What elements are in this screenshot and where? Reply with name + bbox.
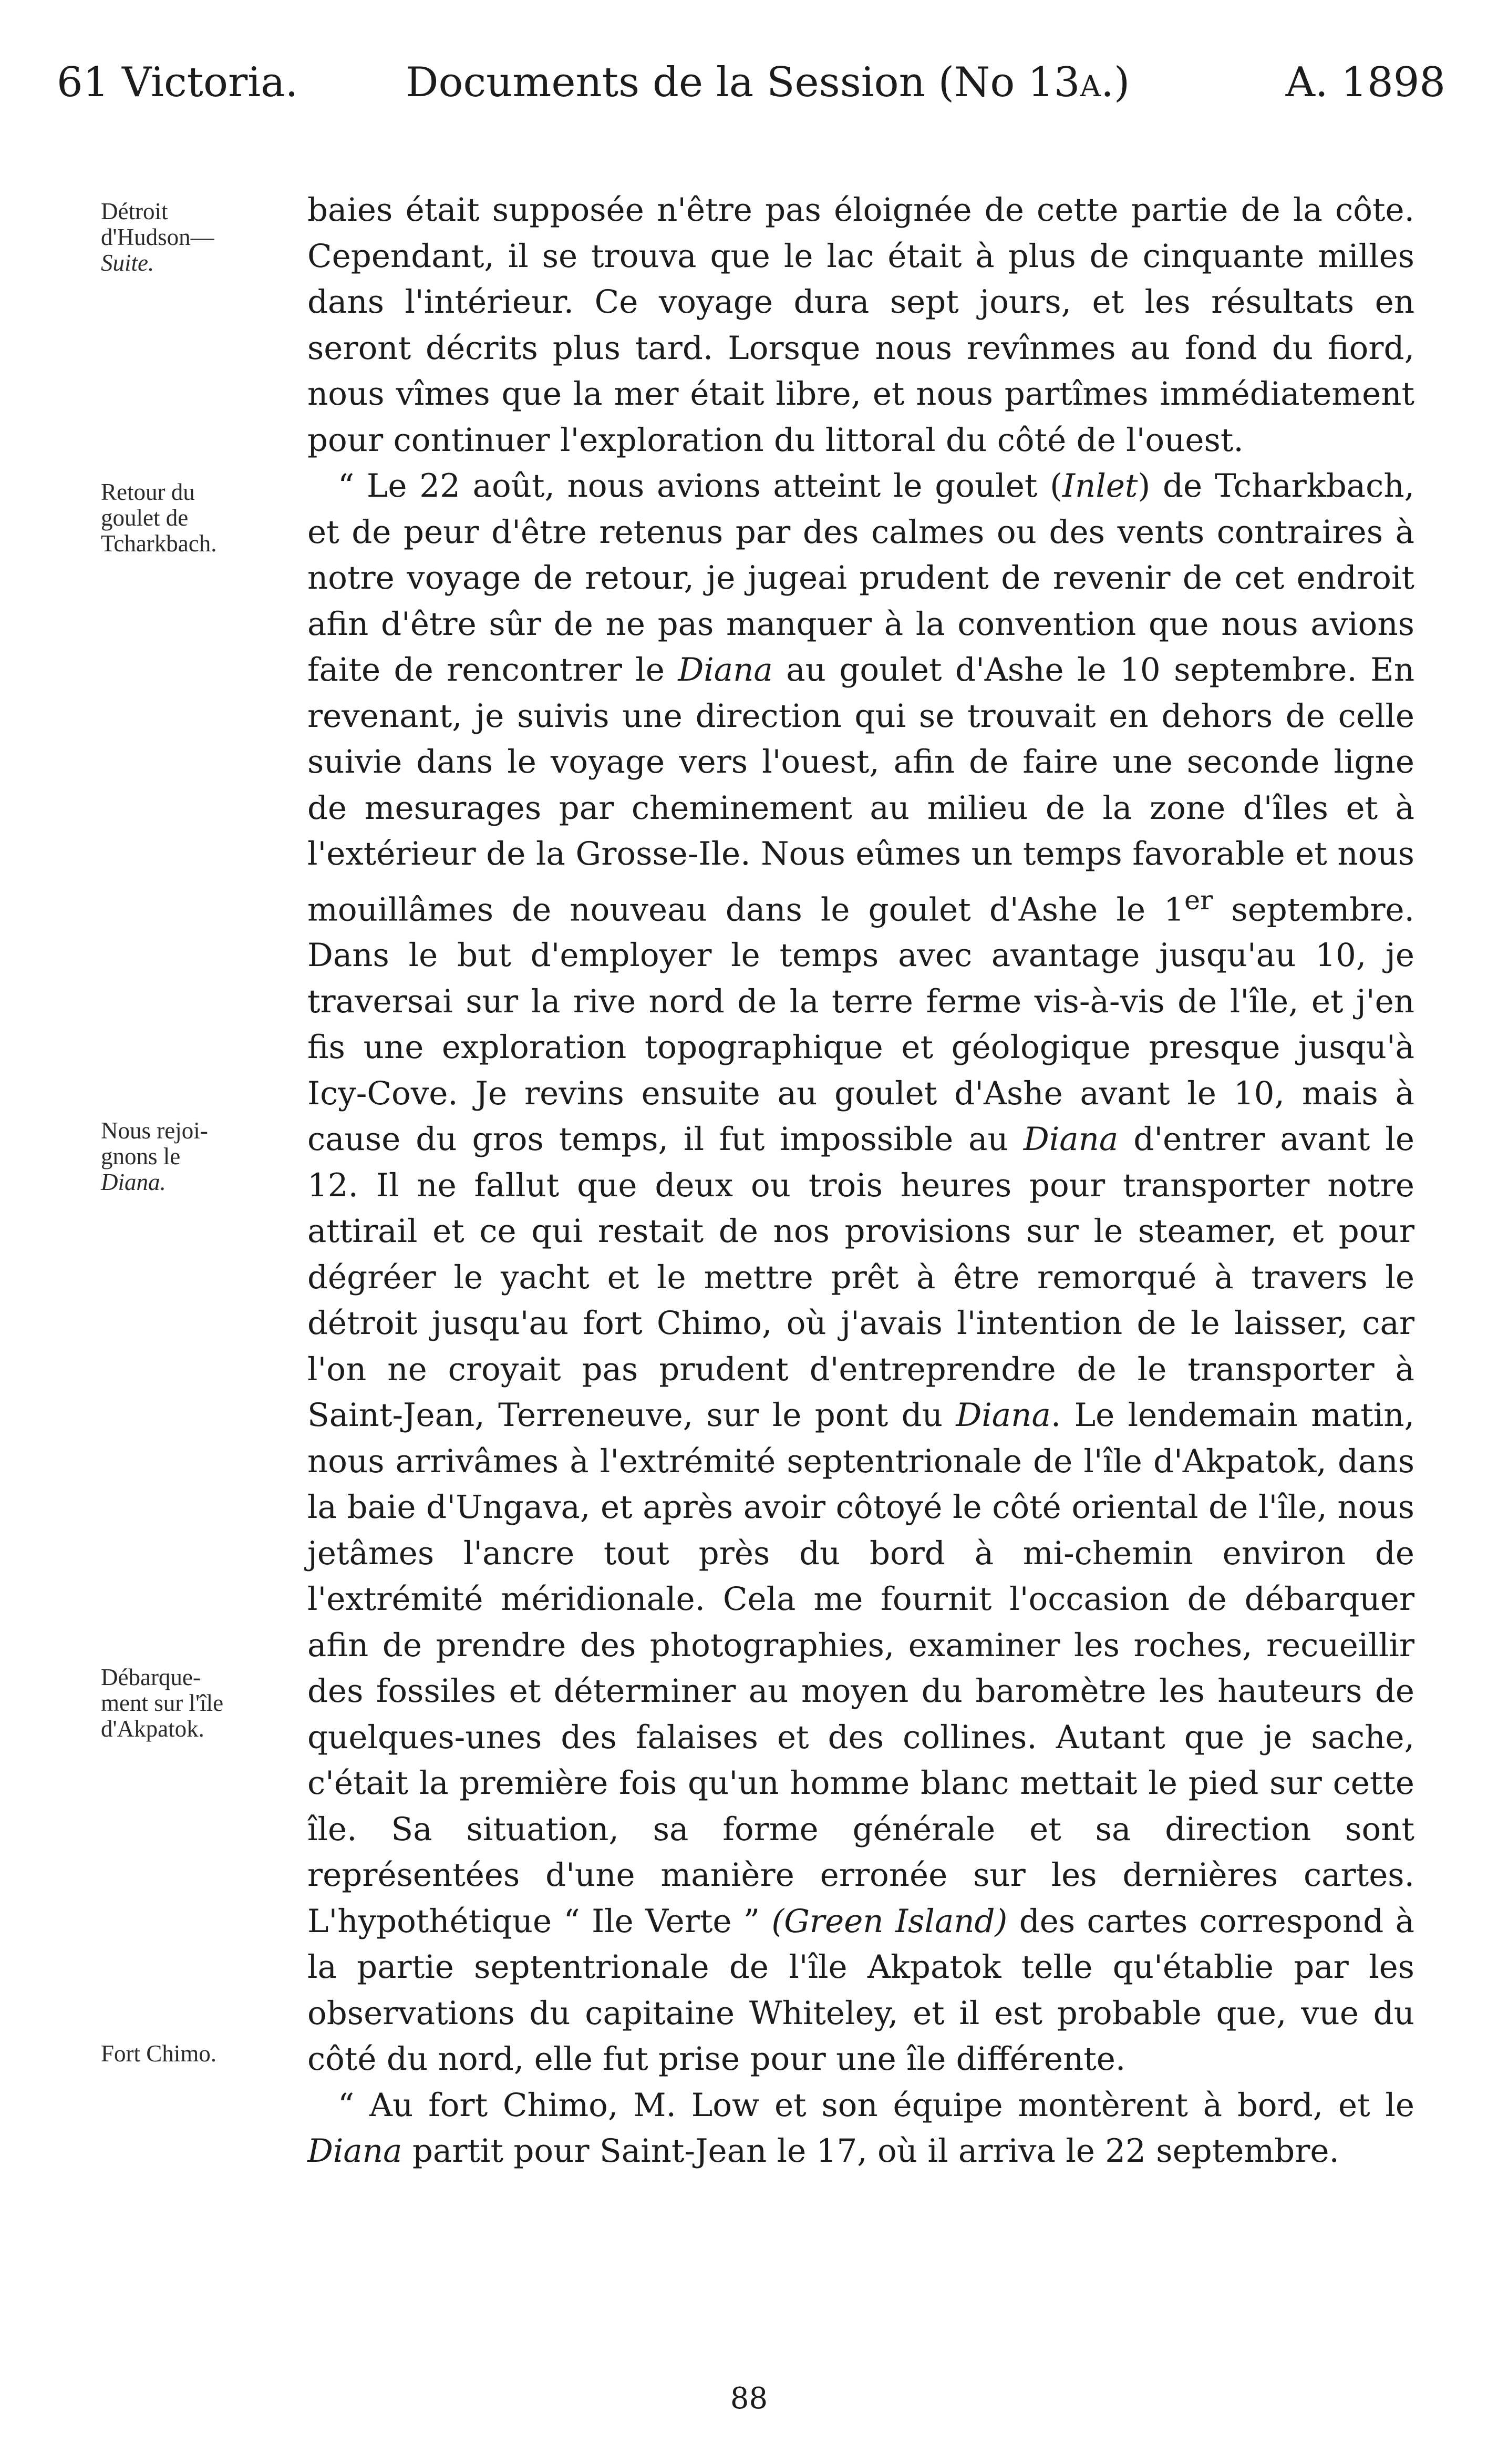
text-segment: “ Au fort Chimo, M. Low et son équipe montèrent à bord, et le: [338, 2086, 1414, 2124]
header-title-smallcaps: a: [1080, 59, 1101, 106]
margin-note-fort-chimo: [101, 2041, 285, 2067]
text-segment: des cartes correspond à la partie septentrionale de l'île Akpatok telle qu'établie par les observations du capitaine Whiteley, et il est probable que, vue du côté du nord, elle fut prise pour une île différente.: [307, 1902, 1414, 2078]
header-document-title: [406, 59, 1130, 106]
margin-note-line: Détroit: [101, 198, 168, 224]
paragraph-2: [307, 463, 1414, 2082]
text-segment: . Le lendemain matin, nous arrivâmes à l'extrémité septentrionale de l'île d'Akpatok, dans la baie d'Ungava, et après avoir côtoyé le côté oriental de l'île, nous jetâmes l'ancre tout près du bord à mi-chemin environ de l'extrémité méridionale. Cela me fournit l'occasion de débarquer afin de prendre des photographies, examiner les roches, recueillir des fossiles et déterminer au moyen du baromètre les hauteurs de quelques-unes des falaises et des collines. Autant que je sache, c'était la première fois qu'un homme blanc mettait le pied sur cette île. Sa situation, sa forme générale et sa direction sont représentées d'une manière erronée sur les dernières cartes. L'hypothétique “ Ile Verte ”: [307, 1397, 1414, 1940]
paragraph-1: [307, 187, 1414, 463]
margin-note-line: ment sur l'île: [101, 1690, 224, 1716]
header-year: A. 1898: [1285, 59, 1445, 106]
margin-note-line: Retour du: [101, 479, 195, 505]
text-segment-italic: Diana: [1023, 1121, 1119, 1158]
margin-note-line: Tcharkbach.: [101, 530, 217, 557]
margin-note-rejoignons-diana: [101, 1118, 285, 1195]
margin-note-line: d'Hudson—: [101, 224, 214, 250]
text-segment: septembre. Dans le but d'employer le temps avec avantage jusqu'au 10, je traversai sur la rive nord de la terre ferme vis-à-vis de l'île, et j'en fis une exploration topographique et géologique presque jusqu'à Icy-Cove. Je revins ensuite au goulet d'Ashe avant le 10, mais à cause du gros temps, il fut impossible au: [307, 890, 1414, 1158]
text-segment: ) de Tcharkbach, et de peur d'être retenus par des calmes ou des vents contraires à notre voyage de retour, je jugeai prudent de revenir de cet endroit afin d'être sûr de ne pas manquer à la convention que nous avions faite de rencontrer le: [307, 467, 1415, 689]
margin-note-retour-tcharkbach: [101, 479, 285, 557]
margin-note-debarquement-akpatok: [101, 1665, 285, 1742]
margin-note-detroit-hudson: [101, 199, 285, 276]
text-segment-italic: Inlet: [1062, 467, 1138, 505]
text-segment-italic: Diana: [956, 1397, 1051, 1434]
margin-note-line: Fort Chimo.: [101, 2040, 217, 2067]
text-segment: d'entrer avant le 12. Il ne fallut que deux ou trois heures pour transporter notre attirail et ce qui restait de nos provisions sur le steamer, et pour dégréer le yacht et le mettre prêt à être remorqué à travers le détroit jusqu'au fort Chimo, où j'avais l'intention de le laisser, car l'on ne croyait pas prudent d'entreprendre de le transporter à Saint-Jean, Terreneuve, sur le pont du: [307, 1121, 1414, 1434]
text-segment-italic: Diana: [678, 651, 773, 689]
header-session-year: 61 Victoria.: [57, 59, 298, 106]
margin-note-line: goulet de: [101, 505, 189, 531]
page-number: 88: [730, 2381, 768, 2416]
header-title-prefix: Documents de la Session (No 13: [406, 59, 1080, 106]
margin-note-line: Diana.: [101, 1169, 166, 1195]
margin-note-line: Débarque-: [101, 1664, 201, 1690]
text-segment: baies était supposée n'être pas éloignée de cette partie de la côte. Cependant, il se trouva que le lac était à plus de cinquante milles dans l'intérieur. Ce voyage dura sept jours, et les résultats en seront décrits plus tard. Lorsque nous revînmes au fond du fiord, nous vîmes que la mer était libre, et nous partîmes immédiatement pour continuer l'exploration du littoral du côté de l'ouest.: [307, 191, 1414, 459]
text-segment: au goulet d'Ashe le 10 septembre. En revenant, je suivis une direction qui se trouvait en dehors de celle suivie dans le voyage vers l'ouest, afin de faire une seconde ligne de mesurages par cheminement au milieu de la zone d'îles et à l'extérieur de la Grosse-Ile. Nous eûmes un temps favorable et nous mouillâmes de nouveau dans le goulet d'Ashe le 1: [307, 651, 1415, 928]
body-text: [307, 187, 1414, 2174]
margin-note-line: d'Akpatok.: [101, 1716, 204, 1742]
margin-note-line: Suite.: [101, 250, 154, 276]
margin-note-line: gnons le: [101, 1143, 181, 1169]
text-segment-italic: Diana: [307, 2132, 402, 2170]
header-title-suffix: .): [1101, 59, 1130, 106]
text-segment: partit pour Saint-Jean le 17, où il arriva le 22 septembre.: [402, 2132, 1339, 2170]
text-segment-italic: (Green Island): [771, 1902, 1008, 1940]
paragraph-3: [307, 2082, 1414, 2174]
margin-note-line: Nous rejoi-: [101, 1117, 208, 1144]
text-segment-superscript: er: [1184, 884, 1213, 916]
text-segment: “ Le 22 août, nous avions atteint le goulet (: [338, 467, 1062, 505]
